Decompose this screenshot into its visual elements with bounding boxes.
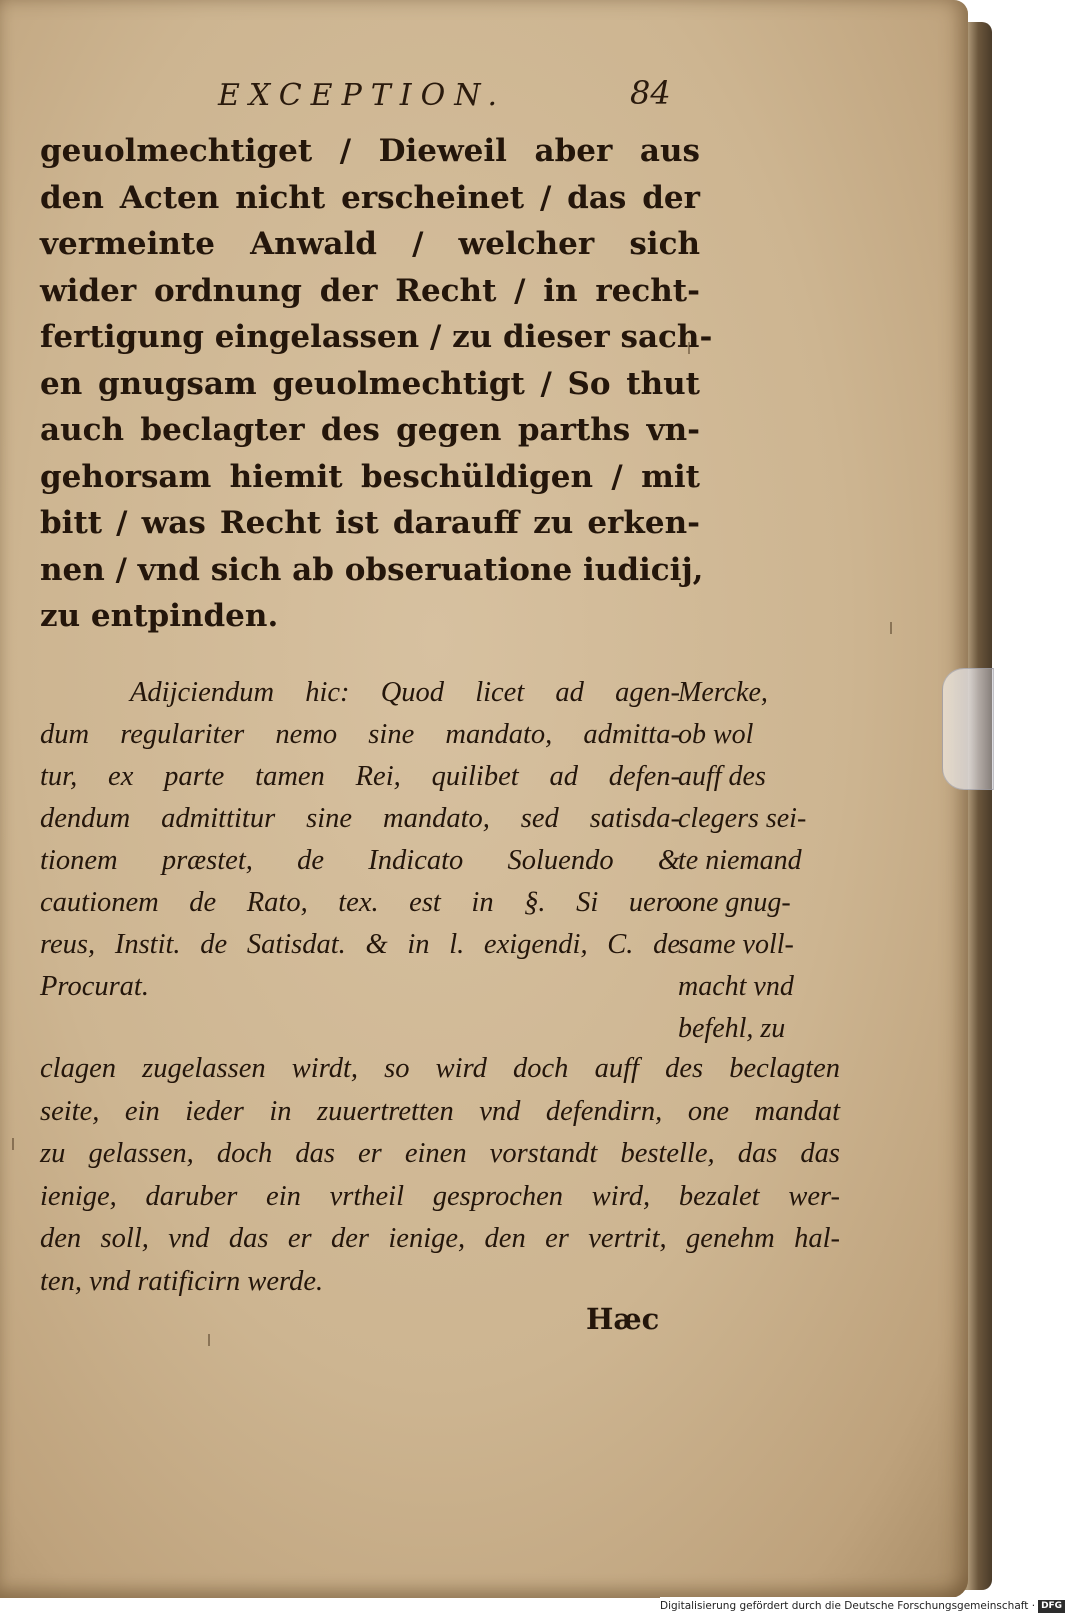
text-line: vermeinte Anwald / welcher sich [40, 226, 700, 262]
paper-speck [688, 342, 690, 354]
text-line: reus, Instit. de Satisdat. & in l. exigendi, C. de [40, 929, 680, 960]
marginal-note [678, 672, 848, 1050]
margin-line: macht vnd [678, 971, 794, 1002]
text-line: wider ordnung der Recht / in recht- [40, 272, 700, 309]
margin-line: one gnug- [678, 887, 791, 918]
dfg-logo: DFG [1038, 1600, 1065, 1613]
page-clip [942, 668, 994, 790]
main-text-block [40, 128, 713, 640]
text-line: zu gelassen, doch das er einen vorstandt bestelle, das das [40, 1138, 840, 1169]
page-number: 84 [630, 74, 671, 112]
running-head: EXCEPTION. [218, 78, 507, 113]
margin-line: same voll- [678, 929, 794, 960]
margin-line: te niemand [678, 845, 802, 876]
text-line: gehorsam hiemit beschüldigen / mit [40, 458, 700, 495]
credit-text: Digitalisierung gefördert durch die Deutsche Forschungsgemeinschaft · [660, 1600, 1036, 1612]
text-line: dendum admittitur sine mandato, sed satisda- [40, 803, 680, 834]
text-line: auch beclagter des gegen parths vn- [40, 412, 700, 448]
margin-line: clegers sei- [678, 803, 807, 834]
text-line: clagen zugelassen wirdt, so wird doch auff des beclagten [40, 1053, 840, 1084]
margin-line: ob wol [678, 719, 754, 750]
text-line: tur, ex parte tamen Rei, quilibet ad defen- [40, 761, 680, 792]
text-line: bitt / was Recht ist darauff zu erken- [40, 505, 700, 541]
german-commentary-block [40, 1048, 840, 1303]
text-line: cautionem de Rato, tex. est in §. Si uero [40, 887, 680, 918]
paper-speck [12, 1138, 14, 1150]
text-line: den soll, vnd das er der ienige, den er vertrit, genehm hal- [40, 1223, 840, 1254]
page-header [0, 74, 968, 122]
text-line: tionem præstet, de Indicato Soluendo & [40, 845, 680, 876]
catchword: Hæc [586, 1302, 660, 1336]
text-line: dum regulariter nemo sine mandato, admitta- [40, 719, 680, 750]
text-line: geuolmechtiget / Dieweil aber aus [40, 133, 700, 169]
latin-commentary-block [40, 672, 680, 1008]
text-line: den Acten nicht erscheinet / das der [40, 179, 700, 216]
margin-line: Mercke, [678, 677, 768, 708]
margin-line: befehl, zu [678, 1013, 786, 1044]
text-line: ienige, daruber ein vrtheil gesprochen wird, bezalet wer- [40, 1180, 840, 1212]
text-line: zu entpinden. [40, 598, 279, 634]
paper-speck [890, 622, 892, 634]
margin-line: auff des [678, 761, 766, 792]
text-line: fertigung eingelassen / zu dieser sach- [40, 319, 713, 355]
paper-speck [208, 1334, 210, 1346]
text-line: nen / vnd sich ab obseruatione iudicij, [40, 551, 704, 588]
text-line: en gnugsam geuolmechtigt / So thut [40, 365, 700, 402]
text-line: seite, ein ieder in zuuertretten vnd defendirn, one mandat [40, 1095, 840, 1127]
digitization-credit [660, 1597, 1063, 1615]
text-line: Procurat. [40, 971, 149, 1002]
text-line: ten, vnd ratificirn werde. [40, 1265, 324, 1297]
text-line: Adijciendum hic: Quod licet ad agen- [130, 677, 680, 708]
